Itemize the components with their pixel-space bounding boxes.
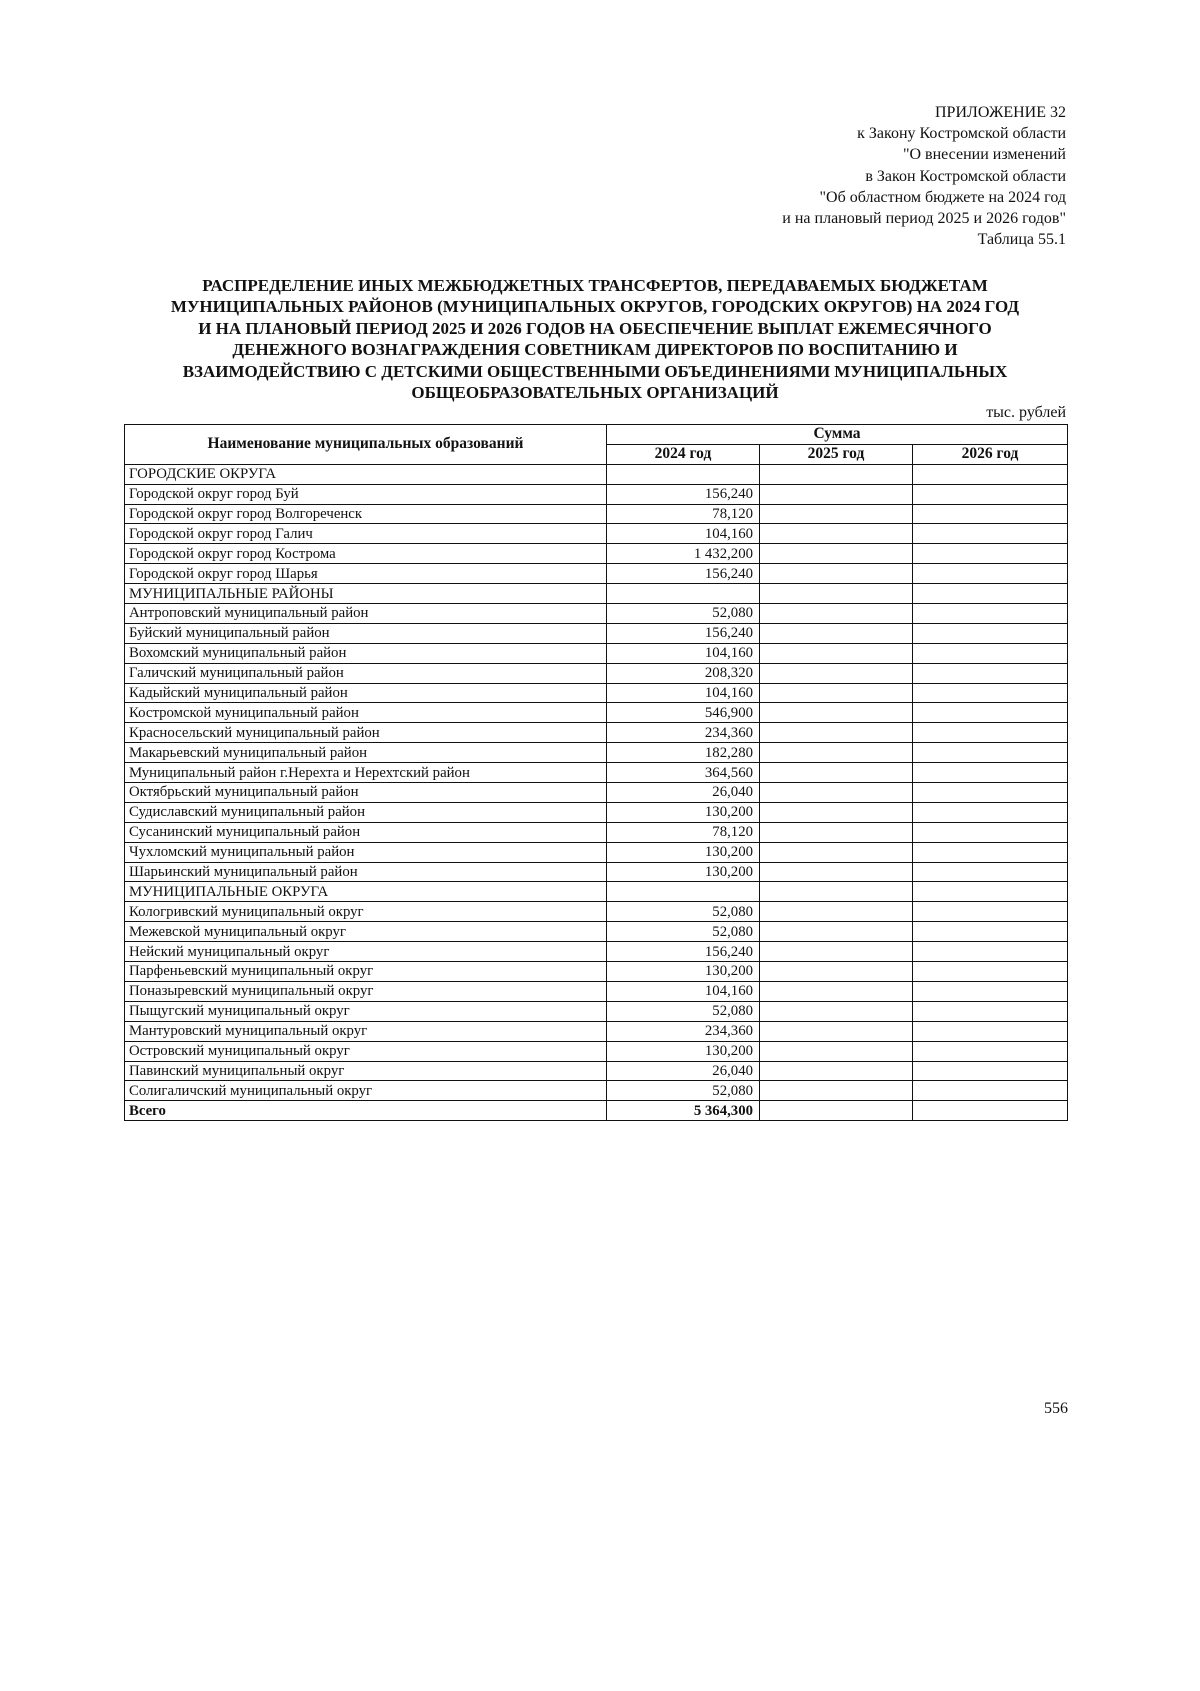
cell-2025: [760, 524, 913, 544]
table-row: [125, 1081, 1068, 1101]
cell-2024: 104,160: [607, 683, 760, 703]
table-row: [125, 783, 1068, 803]
table-number: Таблица 55.1: [977, 231, 1066, 249]
table-row: [125, 504, 1068, 524]
cell-2024: 104,160: [607, 981, 760, 1001]
cell-2026: [913, 981, 1068, 1001]
title-line: И НА ПЛАНОВЫЙ ПЕРИОД 2025 И 2026 ГОДОВ НА ОБЕСПЕЧЕНИЕ ВЫПЛАТ ЕЖЕМЕСЯЧНОГО: [198, 318, 992, 338]
cell-2024: 104,160: [607, 524, 760, 544]
table-row: [125, 484, 1068, 504]
cell-2026: [913, 1101, 1068, 1121]
table-row: [125, 802, 1068, 822]
cell-name: Городской округ город Буй: [125, 484, 607, 504]
cell-2024: 546,900: [607, 703, 760, 723]
cell-2026: [913, 1001, 1068, 1021]
cell-2025: [760, 882, 913, 902]
cell-2026: [913, 683, 1068, 703]
cell-2025: [760, 564, 913, 584]
cell-2025: [760, 663, 913, 683]
table-row: [125, 524, 1068, 544]
table-row: [125, 822, 1068, 842]
cell-2024: 234,360: [607, 1021, 760, 1041]
cell-2025: [760, 643, 913, 663]
cell-2024: 130,200: [607, 1041, 760, 1061]
cell-name: Красносельский муниципальный район: [125, 723, 607, 743]
table-row: [125, 1041, 1068, 1061]
cell-2024: 130,200: [607, 962, 760, 982]
cell-name: Кологривский муниципальный округ: [125, 902, 607, 922]
cell-2025: [760, 604, 913, 624]
cell-2026: [913, 942, 1068, 962]
cell-name: Шарьинский муниципальный район: [125, 862, 607, 882]
cell-2024: 156,240: [607, 484, 760, 504]
cell-name: Галичский муниципальный район: [125, 663, 607, 683]
table-row: [125, 723, 1068, 743]
cell-2025: [760, 763, 913, 783]
cell-name: Макарьевский муниципальный район: [125, 743, 607, 763]
cell-name: Вохомский муниципальный район: [125, 643, 607, 663]
cell-2024: 130,200: [607, 802, 760, 822]
column-header-2025: 2025 год: [760, 444, 913, 464]
cell-2026: [913, 564, 1068, 584]
table-body: [125, 464, 1068, 1120]
cell-2024: 156,240: [607, 564, 760, 584]
cell-name: Павинский муниципальный округ: [125, 1061, 607, 1081]
cell-name: Городской округ город Кострома: [125, 544, 607, 564]
cell-2026: [913, 1061, 1068, 1081]
cell-2025: [760, 842, 913, 862]
cell-2026: [913, 783, 1068, 803]
table-row: [125, 1001, 1068, 1021]
table-row: [125, 962, 1068, 982]
cell-2025: [760, 981, 913, 1001]
cell-2024: 78,120: [607, 504, 760, 524]
cell-name: Сусанинский муниципальный район: [125, 822, 607, 842]
cell-name: МУНИЦИПАЛЬНЫЕ ОКРУГА: [125, 882, 607, 902]
table-row: [125, 663, 1068, 683]
header-line: к Закону Костромской области: [857, 125, 1066, 143]
cell-2025: [760, 783, 913, 803]
cell-2026: [913, 922, 1068, 942]
cell-2024: 1 432,200: [607, 544, 760, 564]
table-row: [125, 743, 1068, 763]
cell-2026: [913, 882, 1068, 902]
cell-2025: [760, 504, 913, 524]
cell-2025: [760, 1021, 913, 1041]
cell-2025: [760, 922, 913, 942]
cell-2026: [913, 584, 1068, 604]
cell-name: Межевской муниципальный округ: [125, 922, 607, 942]
cell-2025: [760, 544, 913, 564]
document-title: [120, 275, 1070, 403]
cell-2026: [913, 703, 1068, 723]
cell-2024: 52,080: [607, 922, 760, 942]
cell-name: Городской округ город Волгореченск: [125, 504, 607, 524]
cell-2024: 156,240: [607, 942, 760, 962]
table-row: [125, 1061, 1068, 1081]
cell-2024: 52,080: [607, 604, 760, 624]
table-row: [125, 942, 1068, 962]
cell-2024: 52,080: [607, 1081, 760, 1101]
cell-2026: [913, 623, 1068, 643]
table-row: [125, 703, 1068, 723]
cell-2025: [760, 484, 913, 504]
cell-2025: [760, 822, 913, 842]
section-row: [125, 882, 1068, 902]
cell-2025: [760, 623, 913, 643]
cell-name: Поназыревский муниципальный округ: [125, 981, 607, 1001]
cell-name: Мантуровский муниципальный округ: [125, 1021, 607, 1041]
cell-2026: [913, 1081, 1068, 1101]
cell-2026: [913, 763, 1068, 783]
cell-name: МУНИЦИПАЛЬНЫЕ РАЙОНЫ: [125, 584, 607, 604]
column-header-2024: 2024 год: [607, 444, 760, 464]
cell-name: Буйский муниципальный район: [125, 623, 607, 643]
cell-2024: 52,080: [607, 1001, 760, 1021]
cell-2025: [760, 683, 913, 703]
table-row: [125, 623, 1068, 643]
header-line: "О внесении изменений: [902, 146, 1066, 164]
table-row: [125, 842, 1068, 862]
cell-2026: [913, 1021, 1068, 1041]
cell-name: Парфеньевский муниципальный округ: [125, 962, 607, 982]
cell-name: Антроповский муниципальный район: [125, 604, 607, 624]
cell-name: Муниципальный район г.Нерехта и Нерехтский район: [125, 763, 607, 783]
cell-name: Всего: [125, 1101, 607, 1121]
total-row: [125, 1101, 1068, 1121]
cell-2026: [913, 524, 1068, 544]
cell-2026: [913, 723, 1068, 743]
title-line: РАСПРЕДЕЛЕНИЕ ИНЫХ МЕЖБЮДЖЕТНЫХ ТРАНСФЕРТОВ, ПЕРЕДАВАЕМЫХ БЮДЖЕТАМ: [202, 276, 988, 295]
cell-2026: [913, 962, 1068, 982]
column-header-2026: 2026 год: [913, 444, 1068, 464]
cell-2026: [913, 743, 1068, 763]
header-line: ПРИЛОЖЕНИЕ 32: [934, 104, 1066, 121]
cell-2024: [607, 882, 760, 902]
table-row: [125, 604, 1068, 624]
cell-2024: 208,320: [607, 663, 760, 683]
cell-2026: [913, 464, 1068, 484]
title-line: ДЕНЕЖНОГО ВОЗНАГРАЖДЕНИЯ СОВЕТНИКАМ ДИРЕКТОРОВ ПО ВОСПИТАНИЮ И: [232, 340, 958, 360]
title-line: ВЗАИМОДЕЙСТВИЮ С ДЕТСКИМИ ОБЩЕСТВЕННЫМИ ОБЪЕДИНЕНИЯМИ МУНИЦИПАЛЬНЫХ: [182, 361, 1008, 381]
cell-2024: [607, 584, 760, 604]
budget-table: [124, 424, 1068, 1121]
title-line: МУНИЦИПАЛЬНЫХ РАЙОНОВ (МУНИЦИПАЛЬНЫХ ОКРУГОВ, ГОРОДСКИХ ОКРУГОВ) НА 2024 ГОД: [170, 297, 1020, 317]
cell-2026: [913, 862, 1068, 882]
cell-name: Городской округ город Шарья: [125, 564, 607, 584]
column-header-sum: Сумма: [607, 425, 1068, 445]
cell-name: Городской округ город Галич: [125, 524, 607, 544]
cell-2025: [760, 723, 913, 743]
table-row: [125, 683, 1068, 703]
cell-2024: [607, 464, 760, 484]
table-row: [125, 862, 1068, 882]
cell-2024: 52,080: [607, 902, 760, 922]
cell-name: Октябрьский муниципальный район: [125, 783, 607, 803]
cell-2025: [760, 1041, 913, 1061]
table-row: [125, 564, 1068, 584]
cell-2026: [913, 1041, 1068, 1061]
cell-name: Костромской муниципальный район: [125, 703, 607, 723]
appendix-header: [782, 102, 1066, 250]
cell-name: Островский муниципальный округ: [125, 1041, 607, 1061]
cell-2026: [913, 484, 1068, 504]
header-line: "Об областном бюджете на 2024 год: [819, 188, 1066, 206]
cell-2026: [913, 663, 1068, 683]
cell-2025: [760, 862, 913, 882]
cell-name: Судиславский муниципальный район: [125, 802, 607, 822]
cell-2024: 5 364,300: [607, 1101, 760, 1121]
cell-2025: [760, 962, 913, 982]
table-row: [125, 544, 1068, 564]
cell-name: Солигаличский муниципальный округ: [125, 1081, 607, 1101]
cell-2024: 130,200: [607, 842, 760, 862]
table-row: [125, 922, 1068, 942]
cell-2026: [913, 822, 1068, 842]
cell-2025: [760, 802, 913, 822]
cell-2024: 104,160: [607, 643, 760, 663]
title-line: ОБЩЕОБРАЗОВАТЕЛЬНЫХ ОРГАНИЗАЦИЙ: [411, 383, 779, 403]
table-row: [125, 643, 1068, 663]
cell-2024: 78,120: [607, 822, 760, 842]
column-header-name: Наименование муниципальных образований: [125, 425, 607, 465]
table-row: [125, 1021, 1068, 1041]
cell-name: ГОРОДСКИЕ ОКРУГА: [125, 464, 607, 484]
cell-2024: 130,200: [607, 862, 760, 882]
cell-name: Пыщугский муниципальный округ: [125, 1001, 607, 1021]
cell-name: Нейский муниципальный округ: [125, 942, 607, 962]
cell-name: Кадыйский муниципальный район: [125, 683, 607, 703]
cell-2025: [760, 1081, 913, 1101]
cell-name: Чухломский муниципальный район: [125, 842, 607, 862]
table-row: [125, 981, 1068, 1001]
cell-2025: [760, 1001, 913, 1021]
cell-2026: [913, 842, 1068, 862]
units-label: тыс. рублей: [986, 404, 1066, 421]
cell-2024: 26,040: [607, 1061, 760, 1081]
cell-2026: [913, 902, 1068, 922]
cell-2026: [913, 604, 1068, 624]
cell-2026: [913, 802, 1068, 822]
cell-2025: [760, 942, 913, 962]
section-row: [125, 584, 1068, 604]
cell-2025: [760, 1101, 913, 1121]
cell-2025: [760, 902, 913, 922]
cell-2024: 234,360: [607, 723, 760, 743]
cell-2024: 26,040: [607, 783, 760, 803]
cell-2025: [760, 584, 913, 604]
cell-2026: [913, 544, 1068, 564]
cell-2026: [913, 504, 1068, 524]
section-row: [125, 464, 1068, 484]
cell-2025: [760, 1061, 913, 1081]
cell-2025: [760, 743, 913, 763]
header-line: в Закон Костромской области: [865, 167, 1066, 185]
cell-2026: [913, 643, 1068, 663]
cell-2024: 364,560: [607, 763, 760, 783]
table-row: [125, 902, 1068, 922]
cell-2024: 182,280: [607, 743, 760, 763]
cell-2025: [760, 703, 913, 723]
header-line: и на плановый период 2025 и 2026 годов": [782, 210, 1066, 228]
table-row: [125, 763, 1068, 783]
cell-2025: [760, 464, 913, 484]
cell-2024: 156,240: [607, 623, 760, 643]
page-number: 556: [1044, 1400, 1068, 1417]
